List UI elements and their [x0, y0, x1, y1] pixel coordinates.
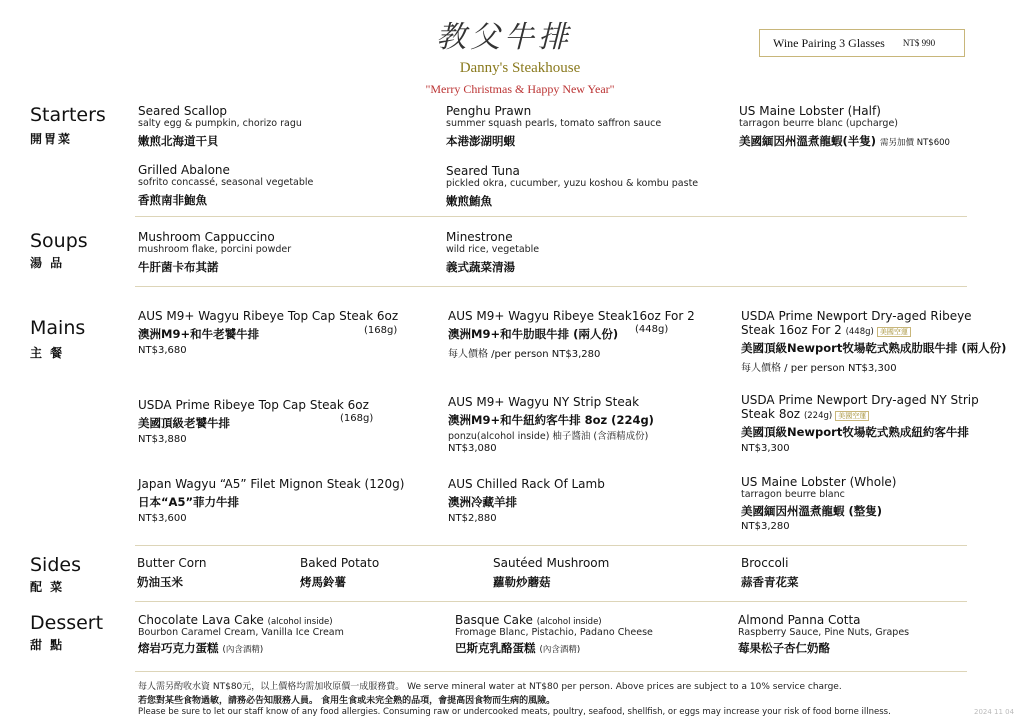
item-name-zh: 巴斯克乳酪蛋糕 [455, 641, 536, 655]
greeting: "Merry Christmas & Happy New Year" [425, 82, 615, 96]
item-name: AUS Chilled Rack Of Lamb [448, 477, 605, 491]
item-note: (alcohol inside) [536, 617, 602, 627]
item-name-zh: 美國頂級老饕牛排 [138, 416, 230, 430]
wine-label: Wine Pairing 3 Glasses [773, 35, 885, 50]
item-desc: ponzu(alcohol inside) 柚子醬油 (含酒精成份) [448, 431, 649, 442]
divider [135, 671, 967, 672]
menu-item [138, 477, 428, 524]
item-upcharge: 需另加價 NT$600 [880, 138, 950, 148]
item-name-zh: 嫩煎鮪魚 [446, 194, 492, 208]
item-desc: sofrito concassé, seasonal vegetable [138, 177, 314, 188]
category-mains-zh: 主 餐 [30, 346, 65, 360]
menu-item [446, 104, 661, 149]
menu-item [493, 556, 609, 590]
item-size: 16oz For 2 [631, 309, 695, 323]
footer-allergy-zh: 若您對某些食物過敏，請務必告知服務人員。 食用生食或未完全熟的品項，會提高因食物而生病的風險。 [138, 696, 556, 706]
wine-pairing-box [759, 29, 965, 57]
item-price: NT$3,600 [138, 513, 187, 524]
item-name-zh: 烤馬鈴薯 [300, 575, 346, 589]
item-name: Seared Tuna [446, 164, 520, 178]
item-name: Seared Scallop [138, 104, 228, 118]
menu-item [300, 556, 379, 590]
item-name: US Maine Lobster (Whole) [741, 475, 897, 489]
item-name-zh: 義式蔬菜清湯 [446, 260, 515, 274]
menu-item [448, 477, 728, 524]
item-name-zh: 澳洲冷藏羊排 [448, 495, 517, 509]
menu-item [455, 613, 653, 656]
item-note-zh: (內含酒精) [539, 645, 581, 655]
item-desc: pickled okra, cucumber, yuzu koshou & kombu paste [446, 178, 699, 189]
item-name-zh: 澳洲M9+和牛肋眼牛排 (兩人份) [448, 327, 619, 341]
category-mains: Mains [30, 317, 86, 339]
menu-item [138, 104, 302, 149]
item-desc: tarragon beurre blanc (upcharge) [739, 118, 898, 129]
menu-item [741, 309, 1011, 374]
item-desc: Raspberry Sauce, Pine Nuts, Grapes [738, 627, 910, 638]
item-name: Minestrone [446, 230, 513, 244]
airfreight-tag: 美國空運 [877, 327, 911, 337]
item-name: USDA Prime Ribeye Top Cap Steak [138, 398, 344, 412]
item-name: AUS M9+ Wagyu NY Strip Steak [448, 395, 640, 409]
item-name: Broccoli [741, 556, 789, 570]
item-name-zh: 莓果松子杏仁奶酪 [738, 641, 830, 655]
item-desc: tarragon beurre blanc [741, 489, 845, 500]
item-price: NT$3,280 [741, 521, 790, 532]
menu-item [138, 230, 291, 275]
menu-item [741, 556, 799, 590]
category-dessert-zh: 甜 點 [30, 638, 65, 652]
item-price: 每人價格 / per person NT$3,300 [741, 363, 897, 374]
item-name: Butter Corn [137, 556, 207, 570]
menu-item [739, 104, 950, 149]
item-name: Japan Wagyu “A5” Filet Mignon Steak (120g) [138, 477, 405, 491]
category-sides-zh: 配 菜 [30, 580, 65, 594]
item-name: Mushroom Cappuccino [138, 230, 275, 244]
divider [135, 216, 967, 217]
item-name: US Maine Lobster (Half) [739, 104, 881, 118]
category-starters: Starters [30, 104, 106, 126]
menu-item [446, 164, 698, 209]
menu-item [741, 393, 1011, 454]
item-name-zh: 澳洲M9+和牛紐約客牛排 8oz (224g) [448, 413, 654, 427]
category-dessert: Dessert [30, 612, 104, 634]
item-desc: Fromage Blanc, Pistachio, Padano Cheese [455, 627, 653, 638]
divider [135, 601, 967, 602]
menu-item [138, 309, 428, 356]
item-name-zh: 日本“A5”菲力牛排 [138, 495, 240, 509]
item-name-zh: 蘿勒炒蘑菇 [493, 575, 551, 589]
footer-allergy-en: Please be sure to let our staff know of any food allergies. Consuming raw or undercooked meats, poultry, seafood, shellfish, or eggs may increase your risk of food borne illness. [138, 707, 891, 717]
item-name-cont: Steak 8oz [741, 407, 801, 421]
item-name: Sautéed Mushroom [493, 556, 610, 570]
menu-item [448, 395, 728, 454]
item-price: NT$2,880 [448, 513, 497, 524]
item-name: Basque Cake [455, 613, 533, 627]
item-price: NT$3,680 [138, 345, 187, 356]
item-note-zh: (內含酒精) [222, 645, 264, 655]
menu-item [738, 613, 909, 656]
menu-item [138, 613, 344, 656]
print-stamp: 2024 11 04 [974, 708, 1015, 716]
item-note: (alcohol inside) [267, 617, 333, 627]
category-starters-zh: 開胃菜 [30, 132, 73, 146]
item-price: NT$3,080 [448, 443, 497, 454]
category-soups-zh: 湯 品 [30, 256, 65, 270]
item-name-zh: 熔岩巧克力蛋糕 [138, 641, 219, 655]
category-sides: Sides [30, 554, 81, 576]
item-name-cont: Steak 16oz For 2 [741, 323, 842, 337]
item-name-zh: 蒜香青花菜 [741, 575, 799, 589]
brand-name: Danny's Steakhouse [459, 60, 581, 76]
airfreight-tag: 美國空運 [835, 411, 869, 421]
menu-item [138, 398, 428, 445]
item-weight: (448g) [635, 324, 669, 335]
item-name: USDA Prime Newport Dry-aged NY Strip [741, 393, 979, 407]
footer-service-note: 每人需另酌收水資 NT$80元，以上價格均需加收原價一成服務費。 We serve mineral water at NT$80 per person. Above prices are subject to a 10% service charge. [138, 682, 842, 692]
item-name-zh: 美國頂級Newport牧場乾式熟成紐約客牛排 [741, 425, 969, 439]
item-name: USDA Prime Newport Dry-aged Ribeye [741, 309, 972, 323]
wine-price: NT$ 990 [902, 38, 936, 48]
item-name: AUS M9+ Wagyu Ribeye Top Cap Steak [138, 309, 374, 323]
item-desc: mushroom flake, porcini powder [138, 244, 292, 255]
item-name-zh: 美國緬因州溫煮龍蝦(半隻) [739, 134, 877, 148]
menu-item [446, 230, 539, 275]
item-size: 6oz [347, 398, 369, 412]
item-name-zh: 香煎南非鮑魚 [138, 193, 207, 207]
item-price: NT$3,880 [138, 434, 187, 445]
item-weight: (224g) [803, 411, 833, 421]
menu-item [741, 475, 1011, 532]
item-desc: wild rice, vegetable [446, 244, 540, 255]
divider [135, 286, 967, 287]
item-price: 每人價格 /per person NT$3,280 [448, 349, 601, 360]
item-name: Chocolate Lava Cake [138, 613, 264, 627]
item-name: Almond Panna Cotta [738, 613, 861, 627]
item-name: AUS M9+ Wagyu Ribeye Steak [448, 309, 632, 323]
divider [135, 545, 967, 546]
menu-item [138, 163, 313, 208]
logo-chinese: 教父牛排 [436, 20, 572, 55]
item-weight: (168g) [364, 325, 398, 336]
item-desc: salty egg & pumpkin, chorizo ragu [138, 118, 302, 129]
item-weight: (168g) [340, 413, 374, 424]
item-price: NT$3,300 [741, 443, 790, 454]
item-name-zh: 嫩煎北海道干貝 [138, 134, 219, 148]
item-name-zh: 本港澎湖明蝦 [446, 134, 515, 148]
menu-item [448, 309, 728, 360]
menu-item [137, 556, 206, 590]
item-name-zh: 牛肝菌卡布其諾 [138, 260, 219, 274]
item-size: 6oz [376, 309, 399, 323]
item-weight: (448g) [845, 327, 874, 337]
category-soups: Soups [30, 230, 88, 252]
item-desc: Bourbon Caramel Cream, Vanilla Ice Cream [138, 627, 344, 638]
item-desc: summer squash pearls, tomato saffron sauce [446, 118, 662, 129]
item-name: Penghu Prawn [446, 104, 532, 118]
item-name-zh: 澳洲M9+和牛老饕牛排 [138, 327, 260, 341]
item-name: Grilled Abalone [138, 163, 230, 177]
item-name-zh: 美國頂級Newport牧場乾式熟成肋眼牛排 (兩人份) [741, 341, 1007, 355]
item-name: Baked Potato [300, 556, 380, 570]
item-name-zh: 奶油玉米 [137, 575, 183, 589]
item-name-zh: 美國緬因州溫煮龍蝦 (整隻) [741, 504, 883, 518]
